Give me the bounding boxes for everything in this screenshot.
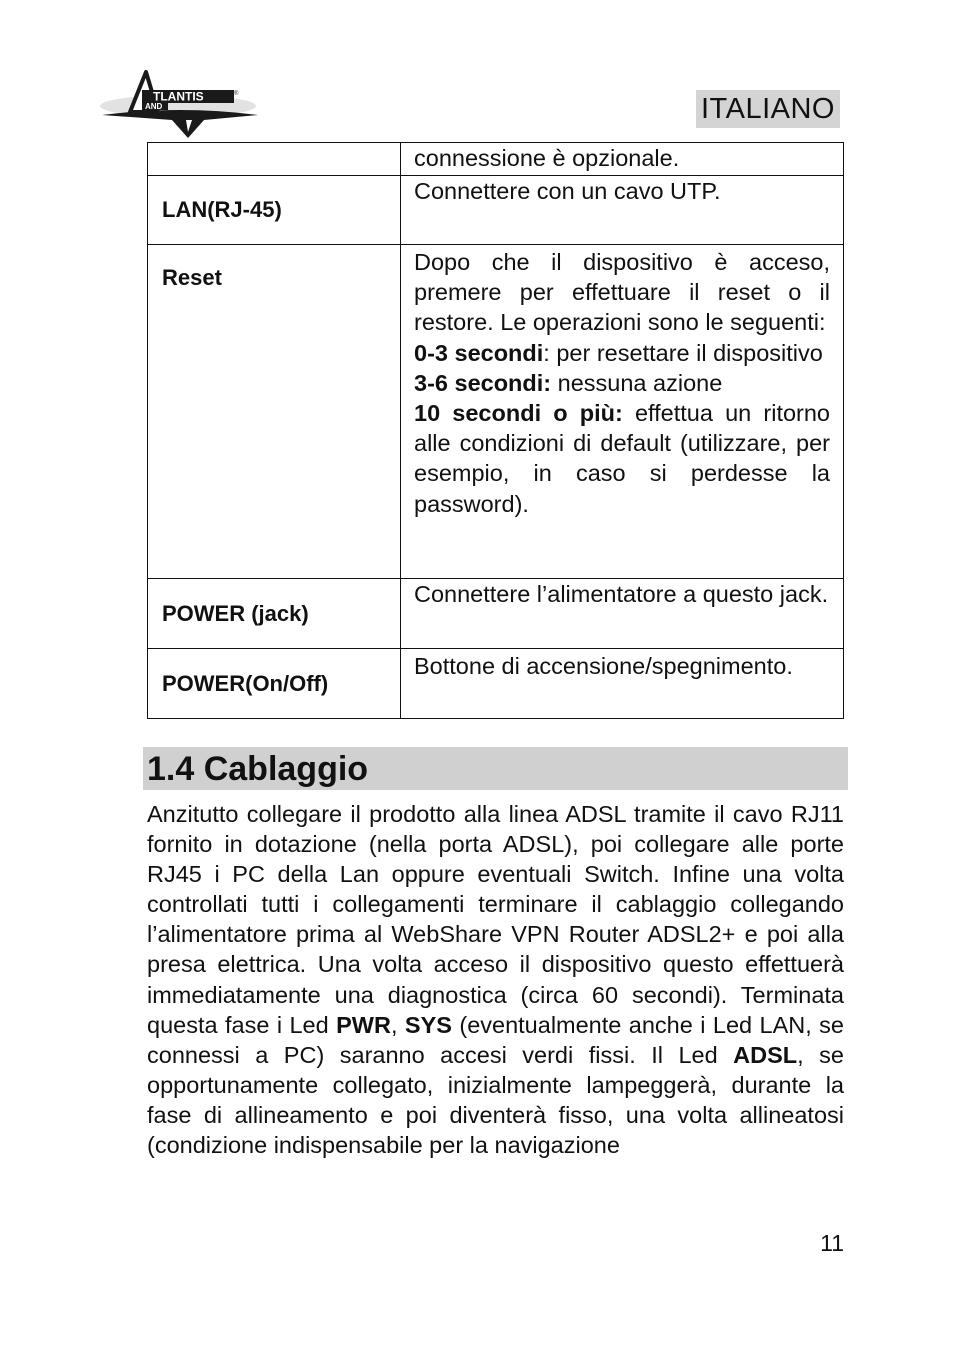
label-reset: Reset xyxy=(162,265,222,290)
table-row xyxy=(148,245,844,579)
row-text: Bottone di accensione/spegnimento. xyxy=(414,653,793,679)
reset-option-2 xyxy=(414,368,830,398)
section-heading: 1.4 Cablaggio xyxy=(143,747,848,790)
body-part-1: Anzitutto collegare il prodotto alla linea ADSL tramite il cavo RJ11 fornito in dotazione (nella porta ADSL), poi collegare alle porte RJ45 i PC della Lan oppure eventuali Switch. Infine una volta controllati tutti i collegamenti terminare il cablaggio collegando l’alimentatore prima al WebShare VPN Router ADSL2+ e poi alla presa elettrica. Una volta acceso il dispositivo questo effettuerà immediatamente una diagnostica (circa 60 secondi). Terminata questa fase i Led xyxy=(147,801,844,1038)
table-cell-desc xyxy=(401,245,844,579)
table-cell-desc xyxy=(401,176,844,245)
body-bold-pwr: PWR xyxy=(336,1011,391,1038)
table-cell-desc xyxy=(401,143,844,176)
table-cell-label xyxy=(148,143,401,176)
row-text: Connettere con un cavo UTP. xyxy=(414,178,721,204)
body-separator: , xyxy=(390,1011,405,1038)
label-power-onoff: POWER(On/Off) xyxy=(162,670,329,696)
table-cell-label xyxy=(148,176,401,245)
reset-option-1-key: 0-3 secondi xyxy=(414,339,544,366)
svg-text:TLANTIS: TLANTIS xyxy=(153,89,204,104)
body-bold-adsl: ADSL xyxy=(733,1041,798,1068)
table-row xyxy=(148,649,844,719)
reset-option-3-text: effettua un ritorno alle condizioni di default (utilizzare, per esempio, in caso si perdesse la password). xyxy=(414,400,831,517)
reset-option-3 xyxy=(414,398,830,519)
reset-intro: Dopo che il dispositivo è acceso, premere per effettuare il reset o il restore. Le operazioni sono le seguenti: xyxy=(414,249,830,336)
table-cell-label xyxy=(148,649,401,719)
table-row xyxy=(148,143,844,176)
body-part-3: , se opportunamente collegato, inizialmente lampeggerà, durante la fase di allineamento e poi diventerà fisso, una volta allineatosi (condizione indispensabile per la navigazione xyxy=(147,1041,844,1159)
svg-text:AND: AND xyxy=(145,102,163,111)
reset-option-2-text: nessuna azione xyxy=(551,369,723,396)
table-cell-desc xyxy=(401,649,844,719)
reset-option-2-key: 3-6 secondi: xyxy=(414,369,552,396)
table-row xyxy=(148,176,844,245)
reset-option-3-key: 10 secondi o più: xyxy=(414,400,623,427)
table-row xyxy=(148,579,844,649)
atlantis-land-logo xyxy=(100,68,260,140)
section-body xyxy=(147,799,844,1160)
label-power-jack: POWER (jack) xyxy=(162,600,309,626)
table-cell-label xyxy=(148,579,401,649)
row-text: Connettere l’alimentatore a questo jack. xyxy=(414,581,829,607)
body-bold-sys: SYS xyxy=(404,1011,452,1038)
svg-text:®: ® xyxy=(234,91,239,97)
body-part-2: (eventualmente anche i Led LAN, se connessi a PC) saranno accesi verdi fissi. Il Led xyxy=(147,1011,844,1068)
label-lan: LAN(RJ-45) xyxy=(162,197,282,222)
table-cell-label xyxy=(148,245,401,579)
reset-option-1-text: : per resettare il dispositivo xyxy=(543,339,823,366)
table-cell-desc xyxy=(401,579,844,649)
row-text: connessione è opzionale. xyxy=(414,145,680,171)
language-label: ITALIANO xyxy=(696,90,840,128)
reset-option-1 xyxy=(414,338,830,368)
page-number: 11 xyxy=(820,1230,844,1256)
specs-table xyxy=(147,142,844,719)
